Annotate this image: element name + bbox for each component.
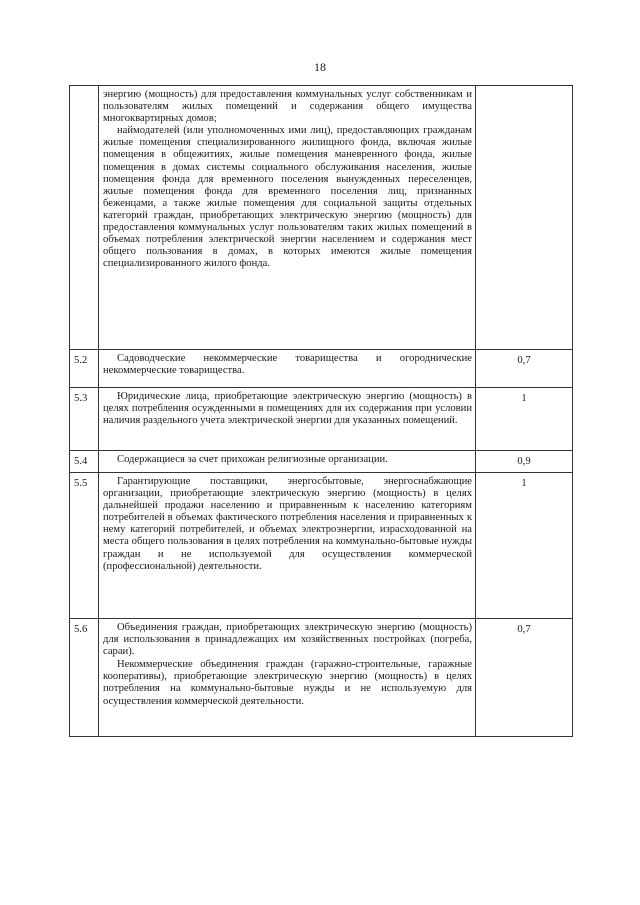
row-description [99,86,476,350]
table-row [70,86,573,350]
row-number: 5.5 [70,473,99,619]
row-coefficient: 0,7 [476,350,573,388]
row-coefficient: 1 [476,473,573,619]
page-number: 18 [314,60,326,74]
row-number: 5.3 [70,388,99,451]
row-description [99,473,476,619]
paragraph: Гарантирующие поставщики, энергосбытовые, энергоснабжающие организации, приобретающие электрическую энергию (мощность) в целях дальнейшей продажи населению и приравненным к населению категориям потребителей в объемах фактического потребления населения и приравненных к нему категорий потребителей, и объемах электроэнергии, израсходованной на места общего пользования в целях потребления на коммунально-бытовые нужды граждан и не используемой для осуществления коммерческой (профессиональной) деятельности. [103,476,472,572]
paragraph: Содержащиеся за счет прихожан религиозные организации. [117,454,388,465]
tariff-coefficients-table [69,85,573,737]
row-coefficient: 1 [476,388,573,451]
paragraph: Садоводческие некоммерческие товарищества и огороднические некоммерческие товарищества. [103,353,472,377]
paragraph: Юридические лица, приобретающие электрическую энергию (мощность) в целях потребления осужденными в помещениях для их содержания при условии наличия раздельного учета электрической энергии для указанных помещений. [103,391,472,427]
row-number: 5.4 [70,451,99,473]
table-row [70,473,573,619]
row-number: 5.2 [70,350,99,388]
row-coefficient: 0,9 [476,451,573,473]
row-number: 5.6 [70,619,99,737]
paragraph: Некоммерческие объединения граждан (гаражно-строительные, гаражные кооперативы), приобретающие электрическую энергию (мощность) в целях потребления на коммунально-бытовые нужды и не используемую для осуществления коммерческой деятельности. [103,659,472,707]
table-row [70,451,573,473]
paragraph: Объединения граждан, приобретающих электрическую энергию (мощность) для использования в принадлежащих им хозяйственных постройках (погреба, сараи). [103,622,472,658]
row-coefficient [476,86,573,350]
row-coefficient: 0,7 [476,619,573,737]
row-description [99,451,476,473]
row-description [99,388,476,451]
table-row [70,619,573,737]
row-number [70,86,99,350]
table-row [70,388,573,451]
row-description [99,619,476,737]
paragraph: наймодателей (или уполномоченных ими лиц), предоставляющих гражданам жилые помещения специализированного жилищного фонда, включая жилые помещения в общежитиях, жилые помещения маневренного фонда, жилые помещения в домах системы социального обслуживания населения, жилые помещения фонда для временного поселения вынужденных переселенцев, жилые помещения фонда для временного поселения лиц, признанных беженцами, а также жилые помещения для социальной защиты отдельных категорий граждан, приобретающих электрическую энергию (мощность) для предоставления коммунальных услуг пользователям таких жилых помещений в объемах потребления электрической энергии населением и содержания мест общего пользования в домах, в которых имеются жилые помещения специализированного жилого фонда. [103,125,472,270]
paragraph: энергию (мощность) для предоставления коммунальных услуг собственникам и пользователям жилых помещений и содержания общего имущества многоквартирных домов; [103,89,472,125]
table-row [70,350,573,388]
row-description [99,350,476,388]
